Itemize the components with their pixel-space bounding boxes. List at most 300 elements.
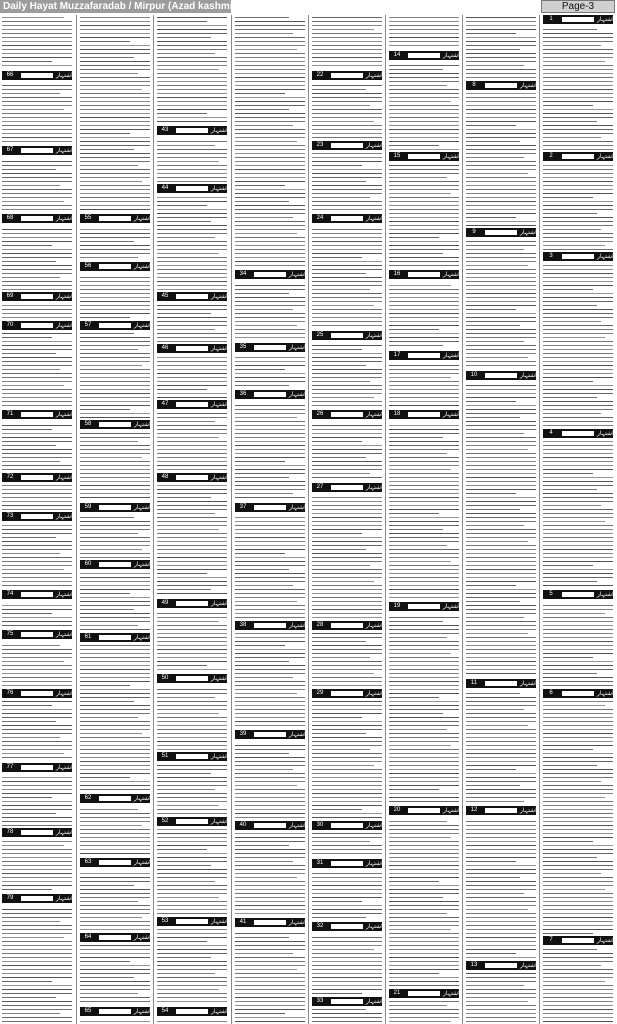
text-line [312, 641, 366, 642]
text-line [389, 537, 459, 538]
text-line [2, 525, 72, 526]
notice-number: 8 [472, 82, 476, 88]
text-line [2, 237, 72, 238]
text-line [235, 797, 305, 798]
text-line [312, 561, 382, 562]
notice-blank-box [331, 216, 363, 221]
notice-number: 27 [316, 484, 324, 490]
notice-header [235, 918, 305, 927]
text-line [80, 957, 150, 958]
text-line [312, 617, 382, 618]
text-line [312, 281, 382, 282]
text-line [2, 737, 60, 738]
text-line [80, 141, 150, 142]
text-line [312, 377, 382, 378]
text-line [543, 281, 613, 282]
notice-header [466, 371, 536, 380]
text-line [80, 113, 150, 114]
text-line [157, 545, 227, 546]
text-line [543, 457, 613, 458]
text-line [466, 513, 536, 514]
text-line [157, 21, 207, 22]
text-line [312, 189, 382, 190]
text-line [80, 25, 150, 26]
text-line [543, 557, 613, 558]
text-line [312, 905, 382, 906]
text-line [157, 281, 227, 282]
text-line [235, 405, 305, 406]
text-line [80, 181, 142, 182]
notice-tag: اشتہار [366, 411, 383, 418]
text-line [157, 117, 227, 118]
text-line [389, 529, 443, 530]
text-line [235, 617, 305, 618]
text-line [80, 465, 150, 466]
text-line [466, 65, 524, 66]
text-line [389, 485, 459, 486]
text-line [80, 969, 150, 970]
text-line [312, 993, 362, 994]
notice-blank-box [21, 412, 53, 417]
text-line [2, 669, 72, 670]
text-line [157, 961, 227, 962]
text-line [543, 677, 613, 678]
text-line [389, 285, 451, 286]
text-line [235, 33, 293, 34]
text-line [466, 593, 536, 594]
text-line [157, 229, 227, 230]
notice-blank-box [21, 765, 53, 770]
text-line [389, 833, 459, 834]
notice-number: 20 [393, 807, 401, 813]
text-line [157, 693, 227, 694]
notice-number: 58 [84, 421, 92, 427]
text-line [235, 289, 305, 290]
text-line [466, 545, 536, 546]
text-line [2, 741, 72, 742]
text-line [2, 533, 72, 534]
text-line [466, 725, 528, 726]
text-line [80, 457, 142, 458]
text-line [80, 737, 150, 738]
text-line [2, 749, 72, 750]
notice-blank-box [254, 272, 286, 277]
text-line [312, 1017, 382, 1018]
text-line [312, 657, 370, 658]
notice-blank-box [21, 294, 53, 299]
text-line [80, 537, 150, 538]
notice-tag: اشتہار [134, 215, 151, 222]
text-line [389, 337, 459, 338]
text-line [312, 769, 382, 770]
text-line [235, 121, 305, 122]
text-line [235, 941, 305, 942]
text-line [543, 801, 613, 802]
text-line [312, 45, 382, 46]
notice-number: 26 [316, 411, 324, 417]
text-line [389, 693, 459, 694]
notice-header [157, 184, 227, 193]
text-line [543, 117, 613, 118]
text-line [80, 557, 150, 558]
notice-header [2, 292, 72, 301]
text-line [80, 401, 150, 402]
text-line [157, 645, 227, 646]
text-line [466, 361, 536, 362]
text-line [312, 677, 382, 678]
text-line [235, 105, 305, 106]
text-line [157, 665, 207, 666]
notice-number: 71 [6, 411, 14, 417]
text-line [235, 149, 305, 150]
text-line [2, 365, 72, 366]
text-line [312, 589, 382, 590]
text-line [389, 865, 459, 866]
text-line [543, 181, 613, 182]
notice-blank-box [254, 345, 286, 350]
text-line [312, 165, 362, 166]
text-line [466, 429, 536, 430]
text-line [2, 821, 72, 822]
text-line [389, 105, 459, 106]
text-line [80, 449, 150, 450]
text-line [2, 273, 72, 274]
text-line [157, 141, 227, 142]
text-line [389, 653, 451, 654]
text-line [235, 25, 305, 26]
text-line [80, 889, 150, 890]
text-line [2, 349, 72, 350]
text-line [312, 885, 382, 886]
text-line [157, 369, 227, 370]
text-line [80, 585, 150, 586]
text-line [2, 397, 72, 398]
text-line [466, 205, 536, 206]
text-line [389, 665, 459, 666]
text-line [80, 445, 150, 446]
text-line [312, 605, 382, 606]
text-line [157, 741, 227, 742]
text-line [2, 433, 72, 434]
text-line [80, 625, 138, 626]
text-line [389, 1017, 459, 1018]
notice-number: 41 [239, 919, 247, 925]
text-line [157, 173, 227, 174]
text-line [2, 345, 72, 346]
text-line [2, 953, 72, 954]
notice-tag: اشتہار [289, 622, 306, 629]
notice-header [2, 146, 72, 155]
text-line [466, 945, 536, 946]
text-line [2, 49, 72, 50]
text-line [543, 333, 613, 334]
text-line [80, 93, 150, 94]
text-line [543, 485, 613, 486]
text-line [466, 293, 536, 294]
page-number-badge: Page-3 [541, 0, 615, 13]
text-line [235, 1013, 285, 1014]
text-line [543, 549, 613, 550]
text-line [157, 789, 215, 790]
text-line [466, 829, 536, 830]
text-line [235, 429, 305, 430]
text-line [389, 701, 459, 702]
notice-number: 69 [6, 293, 14, 299]
notice-blank-box [408, 154, 440, 159]
text-line [80, 317, 130, 318]
notice-tag: اشتہار [211, 345, 228, 352]
text-line [312, 461, 382, 462]
text-line [312, 585, 382, 586]
text-line [389, 169, 459, 170]
text-line [389, 385, 459, 386]
text-line [80, 573, 150, 574]
notice-number: 49 [161, 600, 169, 606]
text-line [543, 353, 613, 354]
text-line [543, 837, 613, 838]
text-line [2, 1005, 72, 1006]
text-line [312, 349, 362, 350]
text-line [2, 921, 60, 922]
text-line [466, 585, 516, 586]
text-line [312, 437, 382, 438]
text-line [466, 61, 536, 62]
text-line [2, 189, 72, 190]
text-line [2, 721, 56, 722]
text-line [543, 925, 613, 926]
news-column-4 [233, 15, 307, 1024]
text-line [312, 201, 382, 202]
text-line [80, 21, 150, 22]
notice-tag: اشتہار [211, 918, 228, 925]
text-line [466, 669, 536, 670]
text-line [157, 157, 227, 158]
text-line [389, 741, 459, 742]
text-line [80, 709, 150, 710]
text-line [80, 109, 150, 110]
text-line [80, 885, 134, 886]
text-line [80, 417, 150, 418]
text-line [2, 45, 72, 46]
text-line [312, 229, 382, 230]
text-line [543, 845, 613, 846]
text-line [80, 621, 150, 622]
text-line [80, 405, 150, 406]
text-line [80, 765, 150, 766]
notice-tag: اشتہار [56, 411, 73, 418]
notice-tag: اشتہار [520, 82, 537, 89]
text-line [2, 853, 72, 854]
text-line [312, 849, 382, 850]
text-line [389, 953, 459, 954]
text-line [157, 837, 227, 838]
text-line [466, 185, 536, 186]
text-line [389, 709, 459, 710]
text-line [2, 877, 72, 878]
text-line [80, 749, 150, 750]
text-line [543, 1009, 613, 1010]
text-line [543, 325, 613, 326]
text-line [543, 401, 613, 402]
text-line [80, 453, 150, 454]
text-line [543, 73, 613, 74]
text-line [312, 249, 382, 250]
notice-tag: اشتہار [134, 795, 151, 802]
text-line [389, 525, 459, 526]
text-line [312, 569, 382, 570]
notice-blank-box [176, 128, 208, 133]
notice-tag: اشتہار [134, 934, 151, 941]
text-line [543, 869, 613, 870]
notice-blank-box [99, 635, 131, 640]
text-line [466, 937, 536, 938]
text-line [157, 197, 227, 198]
notice-tag: اشتہار [56, 147, 73, 154]
text-line [235, 161, 305, 162]
text-line [543, 665, 613, 666]
text-line [157, 57, 227, 58]
notice-tag: اشتہار [366, 690, 383, 697]
newspaper-title: Daily Hayat Muzzafaradab / Mirpur (Azad kashmir) [0, 0, 231, 13]
notice-header [312, 997, 382, 1006]
text-line [80, 741, 150, 742]
text-line [235, 465, 305, 466]
text-line [235, 61, 305, 62]
text-line [80, 229, 150, 230]
text-line [466, 265, 528, 266]
text-line [157, 273, 227, 274]
notice-tag: اشتہار [443, 603, 460, 610]
text-line [543, 965, 601, 966]
text-line [312, 245, 382, 246]
text-line [2, 885, 72, 886]
text-line [466, 353, 536, 354]
text-line [543, 57, 613, 58]
text-line [543, 853, 613, 854]
text-line [389, 1009, 459, 1010]
text-line [312, 557, 382, 558]
text-line [389, 749, 459, 750]
notice-tag: اشتہار [211, 293, 228, 300]
text-line [235, 1009, 305, 1010]
text-line [466, 641, 536, 642]
text-line [2, 645, 60, 646]
text-line [312, 137, 382, 138]
text-line [389, 33, 459, 34]
text-line [312, 309, 382, 310]
text-line [2, 201, 64, 202]
text-line [466, 833, 536, 834]
text-line [235, 425, 305, 426]
text-line [157, 981, 227, 982]
text-line [80, 917, 142, 918]
text-line [80, 117, 150, 118]
text-line [157, 549, 227, 550]
text-line [312, 525, 382, 526]
text-line [543, 973, 613, 974]
text-line [312, 193, 382, 194]
text-line [157, 53, 215, 54]
text-line [235, 97, 305, 98]
notice-number: 38 [239, 622, 247, 628]
text-line [312, 837, 382, 838]
text-line [312, 761, 382, 762]
text-line [80, 605, 150, 606]
text-line [389, 493, 459, 494]
text-line [312, 41, 382, 42]
notice-header [466, 806, 536, 815]
text-line [80, 733, 142, 734]
text-line [389, 617, 459, 618]
text-line [389, 113, 459, 114]
text-line [466, 569, 536, 570]
text-line [80, 73, 138, 74]
text-line [235, 553, 285, 554]
notice-blank-box [562, 431, 594, 436]
text-line [543, 661, 613, 662]
text-line [389, 913, 447, 914]
text-line [157, 765, 227, 766]
column-divider [153, 15, 154, 1024]
text-line [389, 393, 459, 394]
text-line [543, 657, 593, 658]
notice-header [157, 1007, 227, 1016]
text-line [80, 841, 150, 842]
text-line [543, 357, 613, 358]
text-line [389, 621, 443, 622]
text-line [389, 297, 459, 298]
text-line [466, 253, 536, 254]
text-line [235, 661, 289, 662]
text-line [466, 581, 536, 582]
text-line [157, 313, 211, 314]
text-line [466, 877, 520, 878]
text-line [389, 225, 459, 226]
notice-tag: اشتہار [134, 421, 151, 428]
text-line [389, 137, 459, 138]
text-line [80, 193, 150, 194]
notice-number: 23 [316, 142, 324, 148]
text-line [80, 761, 150, 762]
text-line [2, 617, 72, 618]
text-line [466, 617, 524, 618]
text-line [312, 289, 370, 290]
text-line [2, 33, 72, 34]
text-line [543, 573, 613, 574]
text-line [80, 545, 150, 546]
text-line [235, 29, 305, 30]
text-line [389, 589, 459, 590]
notice-blank-box [176, 346, 208, 351]
text-line [466, 737, 536, 738]
column-divider [385, 15, 386, 1024]
text-line [2, 933, 72, 934]
text-line [235, 813, 305, 814]
notice-blank-box [254, 823, 286, 828]
text-line [2, 457, 72, 458]
text-line [389, 745, 451, 746]
text-line [235, 909, 305, 910]
text-line [2, 461, 60, 462]
text-line [389, 389, 459, 390]
text-line [235, 605, 305, 606]
notice-header [312, 410, 382, 419]
text-line [235, 869, 305, 870]
notice-header [312, 689, 382, 698]
text-line [543, 669, 613, 670]
notice-header [466, 228, 536, 237]
text-line [235, 417, 297, 418]
